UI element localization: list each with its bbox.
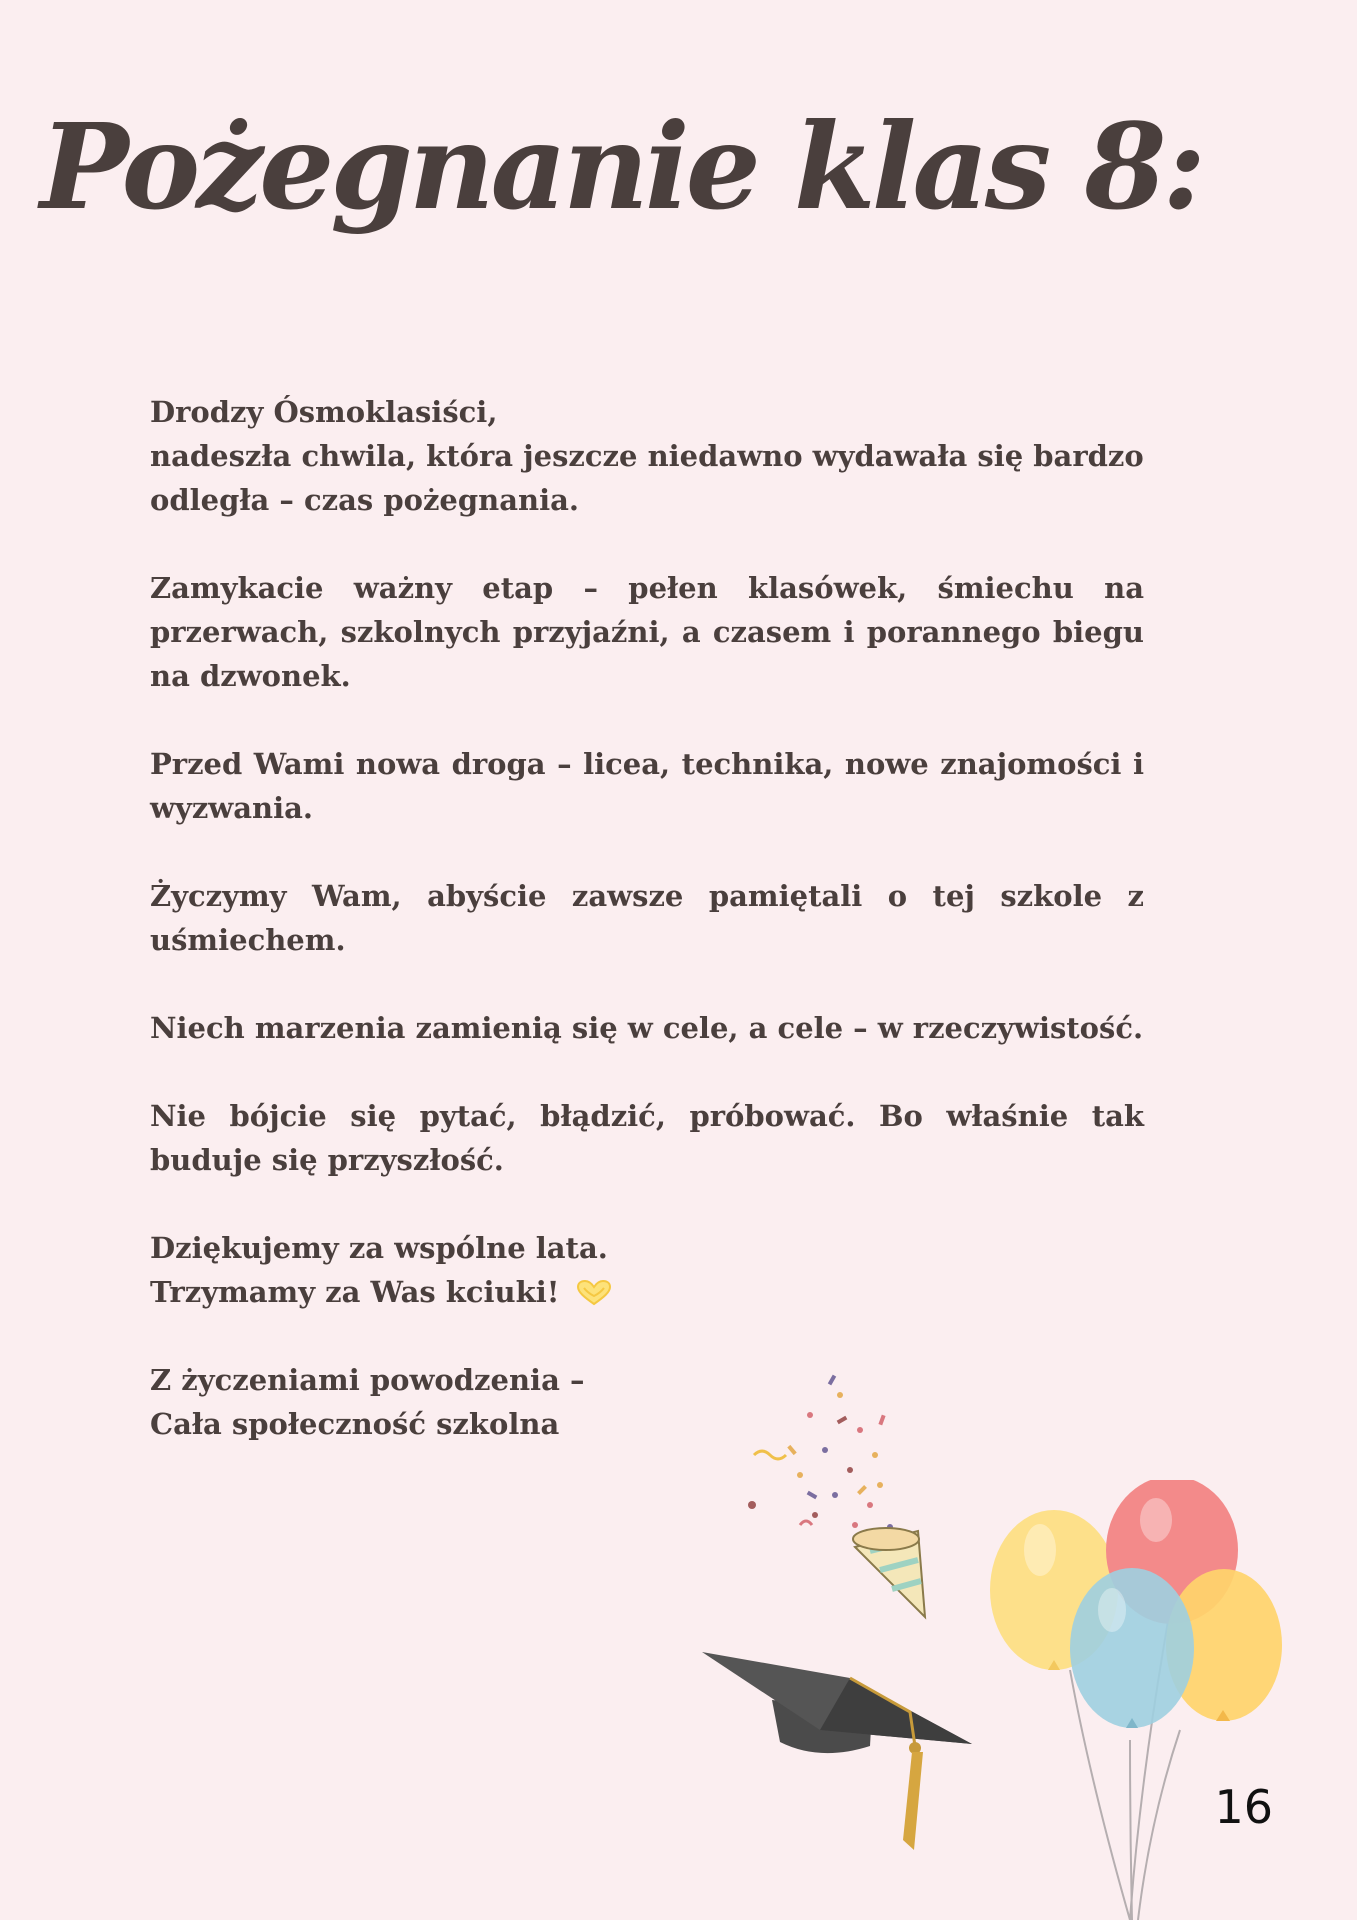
page-title: Pożegnanie klas 8: <box>40 97 1203 236</box>
confetti <box>748 1375 893 1530</box>
graduation-cap-icon <box>700 1640 980 1860</box>
letter-paragraph-7 <box>150 1226 1144 1314</box>
letter-signature: Cała społeczność szkolna <box>150 1407 560 1441</box>
letter-greeting: Drodzy Ósmoklasiści, <box>150 395 498 429</box>
balloon-blue <box>1070 1568 1194 1728</box>
popper-cone <box>853 1528 925 1617</box>
letter-paragraph-6: Nie bójcie się pytać, błądzić, próbować. Bo właśnie tak buduje się przyszłość. <box>150 1099 1144 1177</box>
letter-body <box>150 390 1144 1446</box>
letter-paragraph-2: Zamykacie ważny etap – pełen klasówek, śmiechu na przerwach, szkolnych przyjaźni, a czasem i porannego biegu na dzwonek. <box>150 571 1144 693</box>
letter-paragraph-intro <box>150 390 1144 522</box>
letter-thanks: Dziękujemy za wspólne lata. <box>150 1231 608 1265</box>
party-popper-icon <box>740 1355 940 1625</box>
letter-paragraph-closing <box>150 1358 1144 1446</box>
balloons-icon <box>980 1480 1300 1920</box>
letter-closing: Z życzeniami powodzenia – <box>150 1363 585 1397</box>
letter-paragraph-5: Niech marzenia zamienią się w cele, a cele – w rzeczywistość. <box>150 1011 1144 1045</box>
letter-paragraph-3: Przed Wami nowa droga – licea, technika, nowe znajomości i wyzwania. <box>150 747 1144 825</box>
letter-fingers-crossed: Trzymamy za Was kciuki! <box>150 1275 560 1309</box>
page-number: 16 <box>1214 1780 1273 1834</box>
letter-intro: nadeszła chwila, która jeszcze niedawno wydawała się bardzo odległa – czas pożegnania. <box>150 439 1144 517</box>
letter-paragraph-4: Życzymy Wam, abyście zawsze pamiętali o tej szkole z uśmiechem. <box>150 879 1144 957</box>
heart-hands-icon <box>576 1280 612 1306</box>
